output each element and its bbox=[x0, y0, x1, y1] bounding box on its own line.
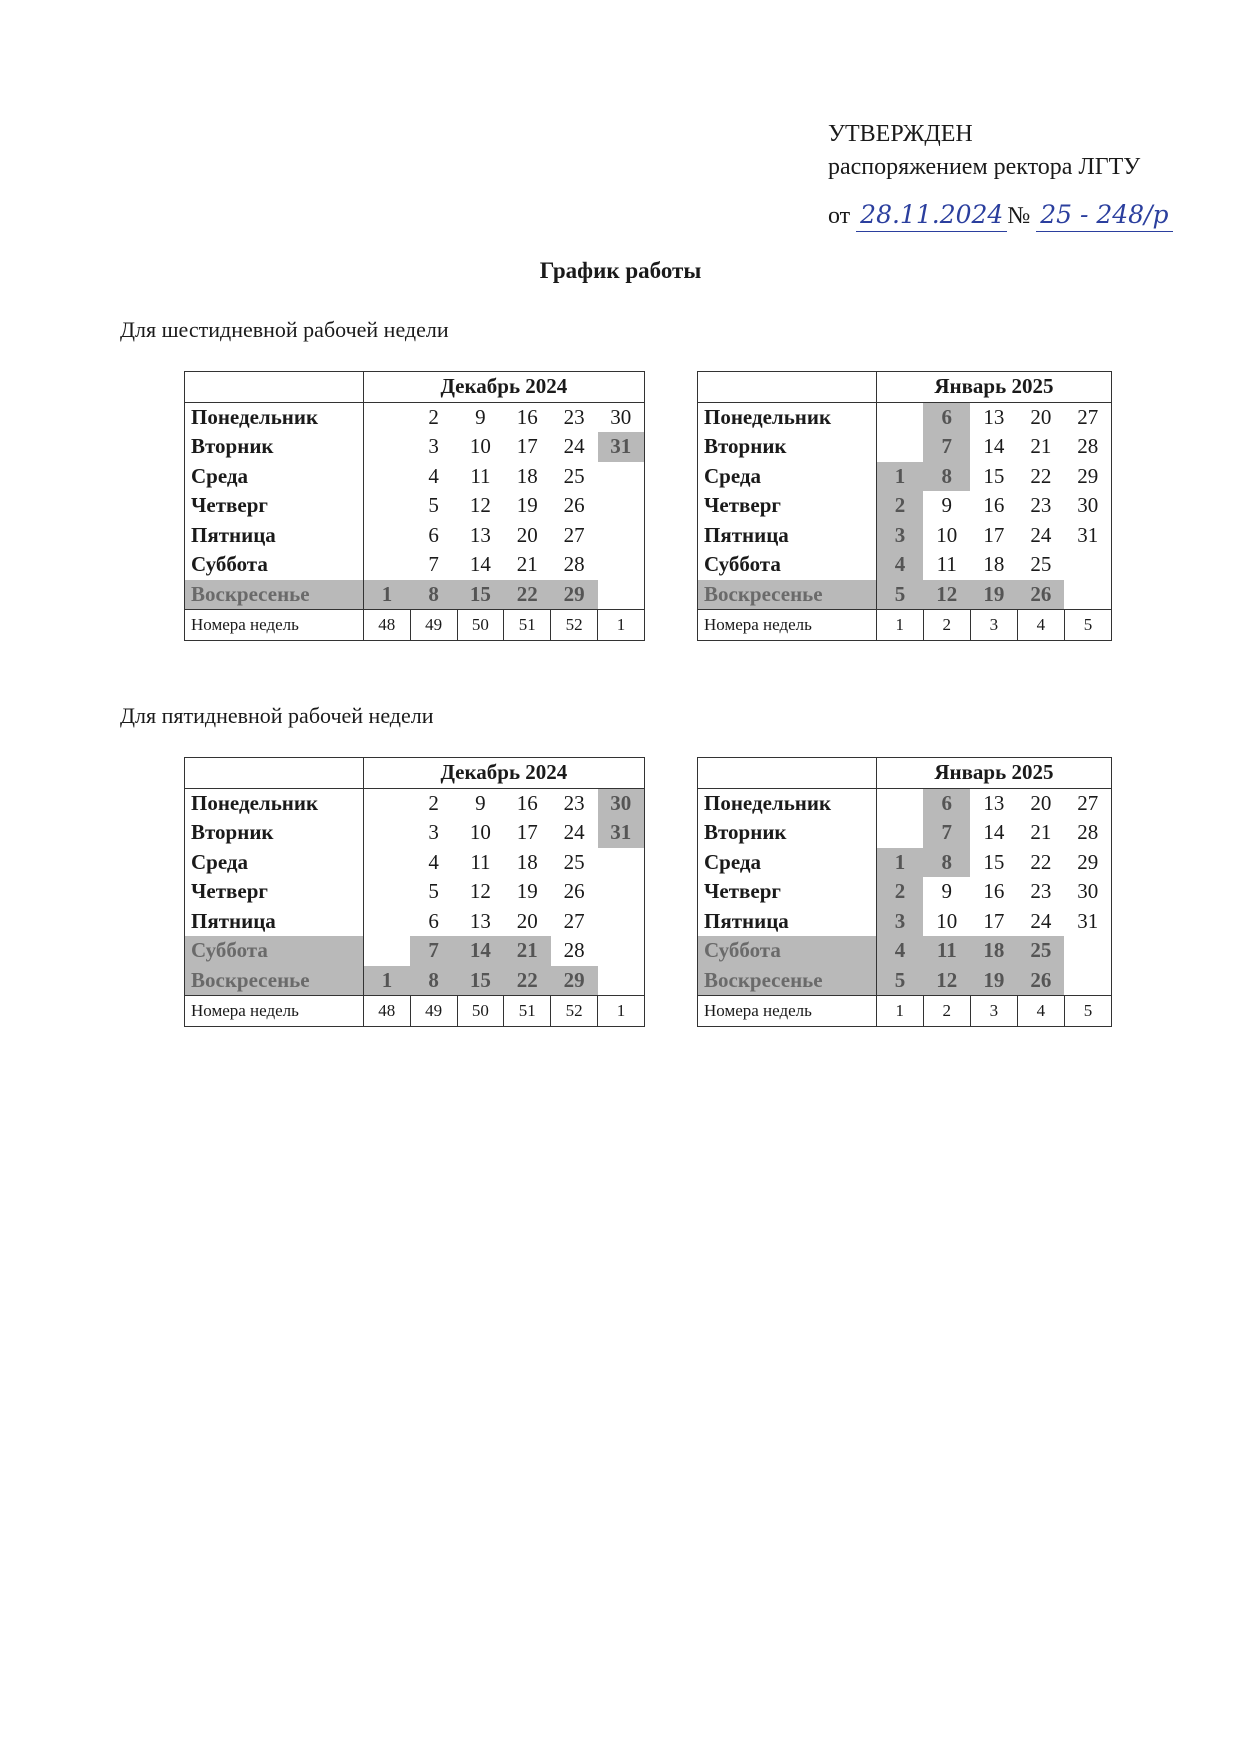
day-cell: 7 bbox=[428, 552, 439, 576]
day-cell: 15 bbox=[457, 580, 504, 610]
weekday-name: Воскресенье bbox=[698, 966, 877, 996]
day-cell: 21 bbox=[1030, 820, 1052, 844]
day-cell: 12 bbox=[469, 493, 491, 517]
weekday-name: Пятница bbox=[698, 907, 877, 937]
day-cell bbox=[598, 877, 645, 907]
week-numbers-row bbox=[698, 996, 1112, 1027]
day-cell: 19 bbox=[516, 879, 538, 903]
day-cell bbox=[363, 491, 410, 521]
day-cell: 10 bbox=[469, 820, 491, 844]
approval-title: УТВЕРЖДЕН bbox=[828, 121, 973, 147]
day-cell: 2 bbox=[428, 404, 439, 429]
weekday-row bbox=[698, 521, 1112, 551]
day-cell bbox=[363, 550, 410, 580]
day-cell: 15 bbox=[983, 849, 1005, 874]
weekday-name: Четверг bbox=[185, 491, 364, 521]
weekday-row bbox=[698, 936, 1112, 966]
week-numbers-row bbox=[185, 996, 645, 1027]
day-cell bbox=[598, 550, 645, 580]
day-cell bbox=[598, 848, 645, 878]
section-heading-five-day: Для пятидневной рабочей недели bbox=[120, 703, 434, 728]
day-cell: 10 bbox=[936, 522, 958, 547]
day-cell bbox=[363, 848, 410, 878]
weekday-row bbox=[698, 432, 1112, 462]
weekday-row bbox=[185, 818, 645, 848]
day-cell: 14 bbox=[983, 820, 1005, 844]
weekday-name: Пятница bbox=[698, 521, 877, 551]
day-cell: 15 bbox=[983, 463, 1005, 488]
week-number-cell: 2 bbox=[923, 996, 970, 1027]
weekday-row bbox=[698, 550, 1112, 580]
day-cell: 26 bbox=[563, 879, 585, 903]
week-number-cell: 5 bbox=[1064, 996, 1111, 1027]
weekday-row bbox=[698, 818, 1112, 848]
day-cell: 3 bbox=[876, 907, 923, 937]
day-cell: 31 bbox=[1077, 908, 1099, 933]
month-header-row bbox=[698, 758, 1112, 789]
weekday-name: Четверг bbox=[698, 877, 877, 907]
day-cell: 27 bbox=[1077, 790, 1099, 815]
day-cell bbox=[363, 521, 410, 551]
day-cell: 18 bbox=[516, 463, 538, 488]
document-title: График работы bbox=[539, 258, 702, 283]
day-cell: 16 bbox=[983, 493, 1005, 517]
day-cell: 1 bbox=[876, 848, 923, 878]
day-cell bbox=[363, 907, 410, 937]
week-number-cell: 49 bbox=[410, 996, 457, 1027]
week-number-cell: 3 bbox=[970, 610, 1017, 641]
day-cell: 12 bbox=[469, 879, 491, 903]
header-corner-cell bbox=[185, 372, 364, 403]
day-cell: 27 bbox=[563, 522, 585, 547]
day-cell: 4 bbox=[428, 849, 439, 874]
day-cell bbox=[363, 788, 410, 818]
day-cell: 19 bbox=[970, 580, 1017, 610]
day-cell: 5 bbox=[876, 966, 923, 996]
day-cell bbox=[598, 462, 645, 492]
day-cell: 24 bbox=[563, 820, 585, 844]
week-number-cell: 1 bbox=[876, 996, 923, 1027]
day-cell: 28 bbox=[563, 938, 585, 962]
day-cell: 28 bbox=[563, 552, 585, 576]
week-numbers-label: Номера недель bbox=[185, 996, 364, 1027]
calendar-table bbox=[697, 371, 1112, 641]
day-cell: 28 bbox=[1077, 434, 1099, 458]
day-cell: 30 bbox=[1077, 879, 1099, 903]
day-cell: 5 bbox=[428, 493, 439, 517]
day-cell bbox=[598, 491, 645, 521]
month-title: Декабрь 2024 bbox=[363, 372, 644, 403]
weekday-name: Суббота bbox=[698, 550, 877, 580]
day-cell bbox=[1064, 936, 1111, 966]
week-number-cell: 5 bbox=[1064, 610, 1111, 641]
day-cell: 8 bbox=[410, 580, 457, 610]
day-cell bbox=[363, 462, 410, 492]
day-cell bbox=[876, 432, 923, 462]
day-cell: 14 bbox=[983, 434, 1005, 458]
day-cell: 6 bbox=[923, 402, 970, 432]
day-cell: 22 bbox=[504, 966, 551, 996]
day-cell: 2 bbox=[428, 790, 439, 815]
day-cell: 9 bbox=[941, 493, 953, 517]
week-number-cell: 52 bbox=[551, 996, 598, 1027]
weekday-name: Понедельник bbox=[698, 788, 877, 818]
day-cell: 22 bbox=[1030, 463, 1052, 488]
day-cell: 12 bbox=[923, 966, 970, 996]
day-cell: 13 bbox=[469, 522, 491, 547]
weekday-name: Суббота bbox=[698, 936, 877, 966]
day-cell: 18 bbox=[983, 552, 1005, 576]
day-cell: 24 bbox=[1030, 522, 1052, 547]
day-cell: 26 bbox=[1017, 966, 1064, 996]
week-numbers-row bbox=[185, 610, 645, 641]
weekday-row bbox=[185, 907, 645, 937]
week-number-cell: 1 bbox=[598, 610, 645, 641]
weekday-name: Воскресенье bbox=[185, 580, 364, 610]
day-cell: 9 bbox=[475, 404, 486, 429]
day-cell: 20 bbox=[516, 908, 538, 933]
weekday-row bbox=[698, 848, 1112, 878]
week-number-cell: 50 bbox=[457, 996, 504, 1027]
week-number-cell: 51 bbox=[504, 610, 551, 641]
from-label: от bbox=[828, 203, 851, 229]
weekday-row bbox=[698, 907, 1112, 937]
weekday-row bbox=[185, 462, 645, 492]
day-cell: 23 bbox=[563, 404, 585, 429]
week-numbers-label: Номера недель bbox=[698, 610, 877, 641]
day-cell: 4 bbox=[876, 936, 923, 966]
weekday-row bbox=[185, 432, 645, 462]
weekday-name: Пятница bbox=[185, 521, 364, 551]
day-cell: 7 bbox=[410, 936, 457, 966]
day-cell bbox=[876, 788, 923, 818]
week-number-cell: 48 bbox=[363, 610, 410, 641]
day-cell: 16 bbox=[516, 404, 538, 429]
weekday-name: Воскресенье bbox=[185, 966, 364, 996]
weekday-name: Среда bbox=[698, 462, 877, 492]
day-cell: 5 bbox=[428, 879, 439, 903]
day-cell bbox=[598, 936, 645, 966]
day-cell: 6 bbox=[428, 522, 439, 547]
header-corner-cell bbox=[698, 372, 877, 403]
weekday-row bbox=[698, 462, 1112, 492]
day-cell: 22 bbox=[1030, 849, 1052, 874]
day-cell: 1 bbox=[363, 966, 410, 996]
day-cell: 17 bbox=[516, 434, 538, 458]
weekday-row bbox=[185, 521, 645, 551]
month-header-row bbox=[185, 372, 645, 403]
weekday-row bbox=[185, 580, 645, 610]
day-cell: 26 bbox=[563, 493, 585, 517]
day-cell: 24 bbox=[563, 434, 585, 458]
day-cell: 9 bbox=[941, 879, 953, 903]
day-cell: 29 bbox=[1077, 849, 1099, 874]
weekday-name: Понедельник bbox=[698, 402, 877, 432]
weekday-row bbox=[185, 788, 645, 818]
day-cell: 8 bbox=[923, 462, 970, 492]
day-cell: 12 bbox=[923, 580, 970, 610]
day-cell: 9 bbox=[475, 790, 486, 815]
weekday-row bbox=[698, 402, 1112, 432]
weekday-name: Среда bbox=[185, 848, 364, 878]
weekday-row bbox=[185, 966, 645, 996]
week-number-cell: 48 bbox=[363, 996, 410, 1027]
header-corner-cell bbox=[698, 758, 877, 789]
day-cell: 20 bbox=[1030, 790, 1052, 815]
day-cell: 26 bbox=[1017, 580, 1064, 610]
weekday-name: Вторник bbox=[185, 432, 364, 462]
week-numbers-label: Номера недель bbox=[698, 996, 877, 1027]
day-cell: 23 bbox=[1030, 493, 1052, 517]
day-cell: 31 bbox=[1077, 522, 1099, 547]
day-cell: 13 bbox=[983, 790, 1005, 815]
day-cell: 17 bbox=[983, 522, 1005, 547]
calendar-table bbox=[184, 757, 645, 1027]
day-cell: 14 bbox=[457, 936, 504, 966]
weekday-name: Вторник bbox=[698, 432, 877, 462]
day-cell: 17 bbox=[516, 820, 538, 844]
day-cell bbox=[1064, 966, 1111, 996]
weekday-name: Понедельник bbox=[185, 402, 364, 432]
day-cell: 13 bbox=[469, 908, 491, 933]
day-cell: 15 bbox=[457, 966, 504, 996]
day-cell: 19 bbox=[516, 493, 538, 517]
day-cell: 25 bbox=[1017, 936, 1064, 966]
day-cell bbox=[363, 402, 410, 432]
day-cell: 25 bbox=[1030, 552, 1052, 576]
week-number-cell: 49 bbox=[410, 610, 457, 641]
day-cell: 6 bbox=[428, 908, 439, 933]
day-cell: 30 bbox=[598, 788, 645, 818]
day-cell bbox=[1064, 580, 1111, 610]
day-cell: 22 bbox=[504, 580, 551, 610]
day-cell: 21 bbox=[1030, 434, 1052, 458]
week-numbers-row bbox=[698, 610, 1112, 641]
day-cell: 24 bbox=[1030, 908, 1052, 933]
weekday-row bbox=[698, 966, 1112, 996]
weekday-row bbox=[185, 936, 645, 966]
day-cell: 4 bbox=[428, 463, 439, 488]
day-cell: 29 bbox=[551, 580, 598, 610]
day-cell: 1 bbox=[363, 580, 410, 610]
month-title: Декабрь 2024 bbox=[363, 758, 644, 789]
weekday-row bbox=[185, 848, 645, 878]
day-cell: 31 bbox=[598, 432, 645, 462]
day-cell: 11 bbox=[470, 849, 491, 874]
week-number-cell: 2 bbox=[923, 610, 970, 641]
weekday-row bbox=[698, 491, 1112, 521]
week-number-cell: 4 bbox=[1017, 996, 1064, 1027]
day-cell: 8 bbox=[923, 848, 970, 878]
weekday-row bbox=[185, 402, 645, 432]
weekday-row bbox=[185, 491, 645, 521]
handwritten-number: 25 - 248/р bbox=[1036, 198, 1172, 232]
week-number-cell: 3 bbox=[970, 996, 1017, 1027]
day-cell: 3 bbox=[428, 820, 439, 844]
day-cell: 11 bbox=[923, 936, 970, 966]
month-header-row bbox=[698, 372, 1112, 403]
approval-block bbox=[828, 118, 1173, 233]
day-cell: 3 bbox=[876, 521, 923, 551]
week-number-cell: 1 bbox=[598, 996, 645, 1027]
day-cell bbox=[598, 580, 645, 610]
approval-authority: распоряжением ректора ЛГТУ bbox=[828, 154, 1141, 180]
day-cell: 25 bbox=[563, 463, 585, 488]
header-corner-cell bbox=[185, 758, 364, 789]
day-cell bbox=[598, 521, 645, 551]
week-numbers-label: Номера недель bbox=[185, 610, 364, 641]
day-cell bbox=[363, 432, 410, 462]
week-number-cell: 4 bbox=[1017, 610, 1064, 641]
day-cell: 10 bbox=[936, 908, 958, 933]
month-title: Январь 2025 bbox=[876, 372, 1111, 403]
day-cell bbox=[598, 907, 645, 937]
week-number-cell: 51 bbox=[504, 996, 551, 1027]
day-cell: 4 bbox=[876, 550, 923, 580]
day-cell: 11 bbox=[936, 552, 957, 576]
day-cell: 2 bbox=[876, 491, 923, 521]
day-cell: 31 bbox=[598, 818, 645, 848]
day-cell: 25 bbox=[563, 849, 585, 874]
number-label: № bbox=[1007, 203, 1031, 229]
calendar-table bbox=[184, 371, 645, 641]
weekday-name: Вторник bbox=[185, 818, 364, 848]
weekday-row bbox=[698, 877, 1112, 907]
weekday-name: Четверг bbox=[185, 877, 364, 907]
handwritten-date: 28.11.2024 bbox=[856, 198, 1007, 232]
day-cell: 29 bbox=[1077, 463, 1099, 488]
weekday-name: Суббота bbox=[185, 550, 364, 580]
weekday-name: Суббота bbox=[185, 936, 364, 966]
month-header-row bbox=[185, 758, 645, 789]
weekday-name: Среда bbox=[185, 462, 364, 492]
day-cell: 27 bbox=[563, 908, 585, 933]
day-cell: 5 bbox=[876, 580, 923, 610]
day-cell bbox=[363, 818, 410, 848]
day-cell: 27 bbox=[1077, 404, 1099, 429]
day-cell: 14 bbox=[469, 552, 491, 576]
section-heading-six-day: Для шестидневной рабочей недели bbox=[120, 317, 449, 342]
day-cell: 28 bbox=[1077, 820, 1099, 844]
day-cell bbox=[363, 936, 410, 966]
weekday-name: Среда bbox=[698, 848, 877, 878]
weekday-row bbox=[185, 550, 645, 580]
day-cell: 13 bbox=[983, 404, 1005, 429]
week-number-cell: 50 bbox=[457, 610, 504, 641]
week-number-cell: 52 bbox=[551, 610, 598, 641]
day-cell bbox=[598, 966, 645, 996]
day-cell: 10 bbox=[469, 434, 491, 458]
day-cell: 3 bbox=[428, 434, 439, 458]
day-cell: 17 bbox=[983, 908, 1005, 933]
day-cell bbox=[876, 818, 923, 848]
day-cell: 18 bbox=[970, 936, 1017, 966]
weekday-name: Пятница bbox=[185, 907, 364, 937]
day-cell: 30 bbox=[1077, 493, 1099, 517]
weekday-name: Четверг bbox=[698, 491, 877, 521]
day-cell bbox=[876, 402, 923, 432]
day-cell: 21 bbox=[504, 936, 551, 966]
weekday-row bbox=[698, 580, 1112, 610]
calendar-table bbox=[697, 757, 1112, 1027]
month-title: Январь 2025 bbox=[876, 758, 1111, 789]
day-cell: 16 bbox=[983, 879, 1005, 903]
day-cell: 21 bbox=[516, 552, 538, 576]
day-cell: 29 bbox=[551, 966, 598, 996]
day-cell: 20 bbox=[516, 522, 538, 547]
day-cell: 1 bbox=[876, 462, 923, 492]
day-cell: 7 bbox=[923, 818, 970, 848]
day-cell: 16 bbox=[516, 790, 538, 815]
day-cell: 19 bbox=[970, 966, 1017, 996]
day-cell: 11 bbox=[470, 463, 491, 488]
day-cell: 18 bbox=[516, 849, 538, 874]
day-cell: 23 bbox=[1030, 879, 1052, 903]
day-cell bbox=[363, 877, 410, 907]
weekday-name: Понедельник bbox=[185, 788, 364, 818]
day-cell: 20 bbox=[1030, 404, 1052, 429]
approval-date-line bbox=[828, 198, 1173, 233]
weekday-row bbox=[698, 788, 1112, 818]
weekday-row bbox=[185, 877, 645, 907]
weekday-name: Вторник bbox=[698, 818, 877, 848]
day-cell bbox=[1064, 550, 1111, 580]
day-cell: 30 bbox=[610, 404, 632, 429]
weekday-name: Воскресенье bbox=[698, 580, 877, 610]
day-cell: 7 bbox=[923, 432, 970, 462]
week-number-cell: 1 bbox=[876, 610, 923, 641]
day-cell: 23 bbox=[563, 790, 585, 815]
day-cell: 6 bbox=[923, 788, 970, 818]
day-cell: 2 bbox=[876, 877, 923, 907]
day-cell: 8 bbox=[410, 966, 457, 996]
